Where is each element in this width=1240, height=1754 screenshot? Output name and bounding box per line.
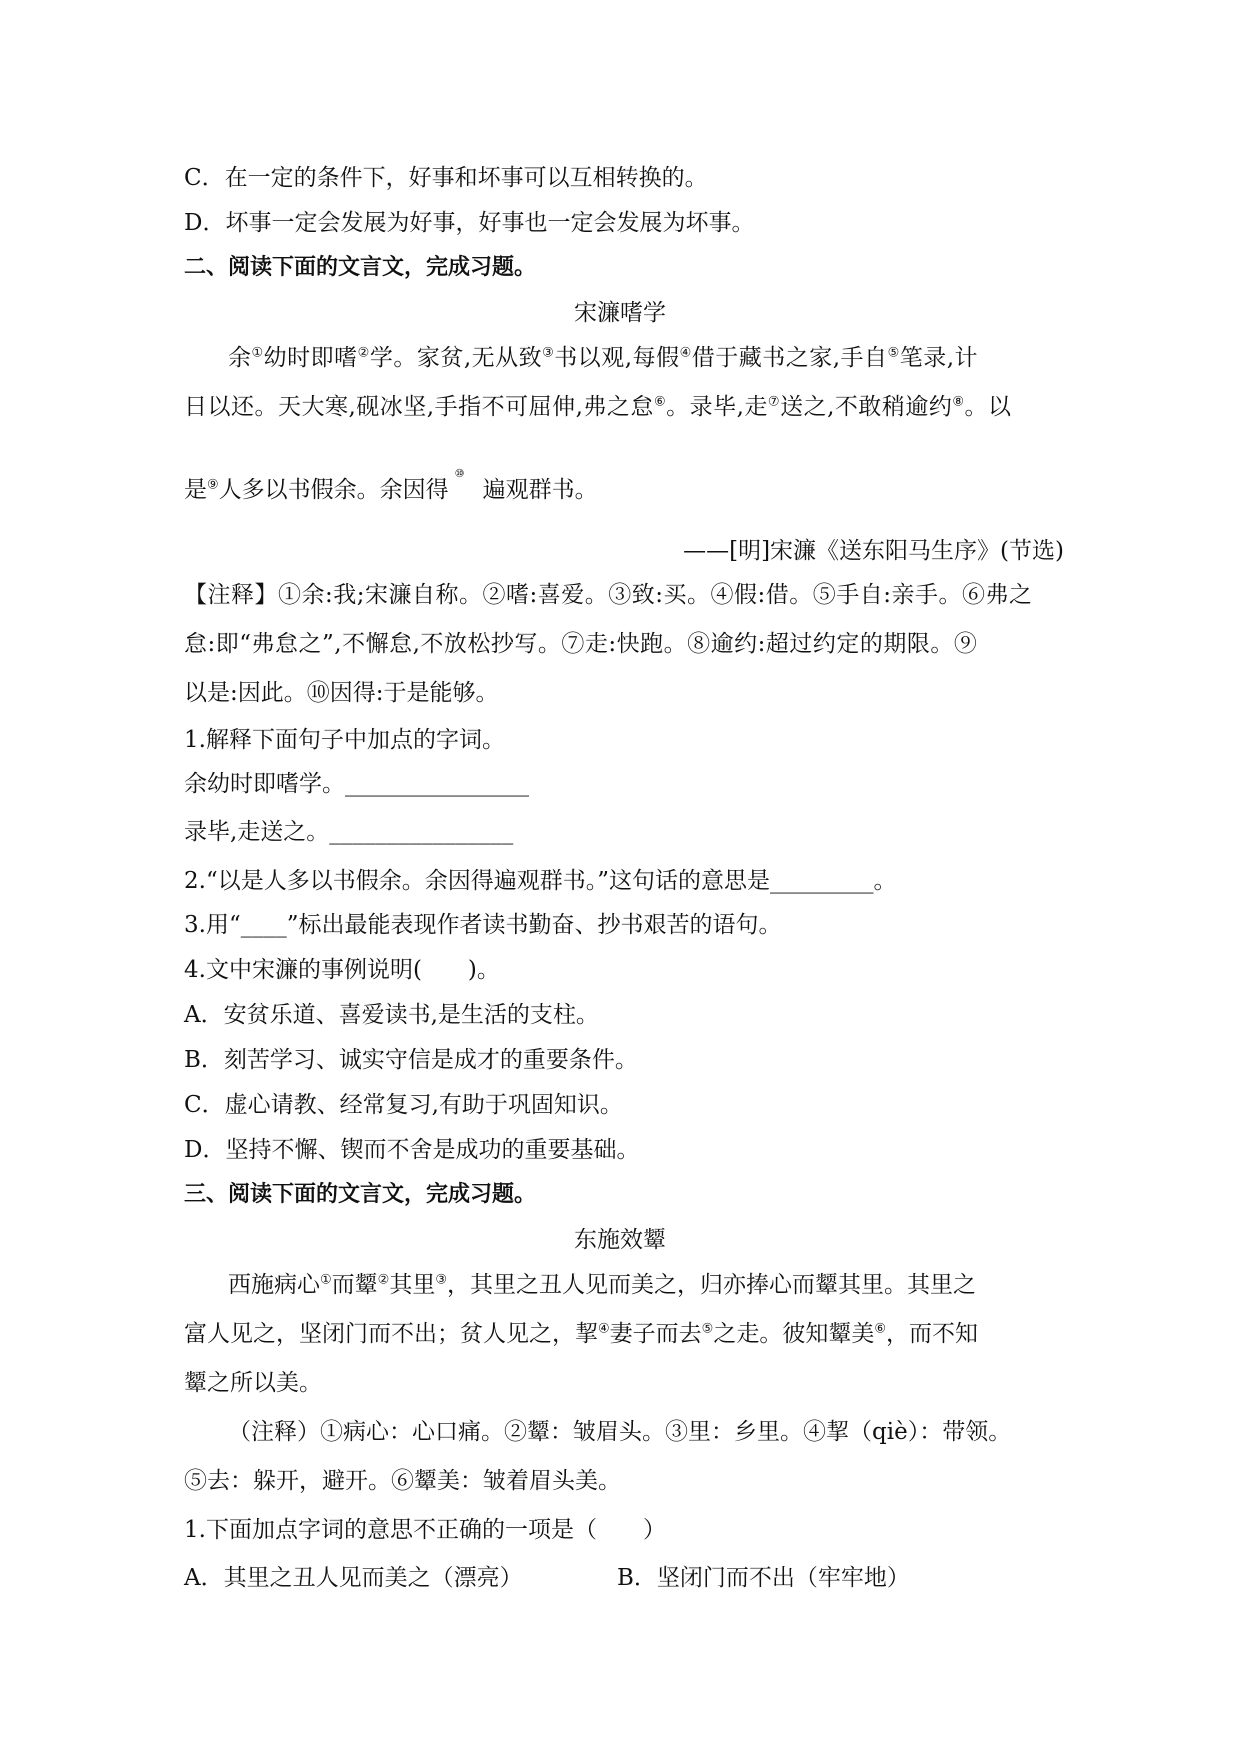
notes3-line-2: ⑤去：躲开，避开。⑥颦美：皱着眉头美。 xyxy=(184,1468,621,1494)
question-1: 1.解释下面句子中加点的字词。 xyxy=(184,727,505,753)
part3-question-1-option-b: B．坚闭门而不出（牢牢地） xyxy=(617,1565,910,1591)
notes-line-1: 【注释】①余:我;宋濂自称。②嗜:喜爱。③致:买。④假:借。⑤手自:亲手。⑥弗之 xyxy=(184,582,1033,608)
question-4: 4.文中宋濂的事例说明( )。 xyxy=(184,957,500,983)
passage-title-3: 东施效颦 xyxy=(574,1227,666,1253)
question-1-b: 录毕,走送之。________________ xyxy=(184,819,514,845)
option-d: D．坏事一定会发展为好事，好事也一定会发展为坏事。 xyxy=(184,210,755,236)
notes3-line-1: （注释）①病心：心口痛。②颦：皱眉头。③里：乡里。④挈（qiè）：带领。 xyxy=(228,1419,1012,1445)
passage-line-2: 日以还。天大寒,砚冰坚,手指不可屈伸,弗之怠⑥。录毕,走⑦送之,不敢稍逾约⑧。以 xyxy=(184,394,1012,420)
passage-title-2: 宋濂嗜学 xyxy=(574,300,666,326)
part3-question-1: 1.下面加点字词的意思不正确的一项是（ ） xyxy=(184,1517,666,1543)
passage3-line-1: 西施病心①而颦②其里③，其里之丑人见而美之，归亦捧心而颦其里。其里之 xyxy=(228,1272,976,1298)
question-4-option-a: A．安贫乐道、喜爱读书,是生活的支柱。 xyxy=(184,1002,599,1028)
question-2: 2.“以是人多以书假余。余因得遍观群书。”这句话的意思是_________。 xyxy=(184,868,897,894)
passage-line-1: 余①幼时即嗜②学。家贫,无从致③书以观,每假④借于藏书之家,手自⑤笔录,计 xyxy=(228,345,979,371)
question-4-option-d: D．坚持不懈、锲而不舍是成功的重要基础。 xyxy=(184,1137,640,1163)
question-4-option-c: C．虚心请教、经常复习,有助于巩固知识。 xyxy=(184,1092,623,1118)
question-3: 3.用“____”标出最能表现作者读书勤奋、抄书艰苦的语句。 xyxy=(184,912,782,938)
notes-line-3: 以是:因此。⑩因得:于是能够。 xyxy=(184,680,499,706)
section-heading-3: 三、阅读下面的文言文，完成习题。 xyxy=(184,1182,537,1207)
section-heading-2: 二、阅读下面的文言文，完成习题。 xyxy=(184,255,537,280)
passage3-line-2: 富人见之，坚闭门而不出；贫人见之，挈④妻子而去⑤之走。彼知颦美⑥，而不知 xyxy=(184,1321,978,1347)
question-4-option-b: B．刻苦学习、诚实守信是成才的重要条件。 xyxy=(184,1047,638,1073)
passage-source: ——[明]宋濂《送东阳马生序》(节选) xyxy=(683,538,1064,564)
notes-line-2: 怠:即“弗怠之”,不懈怠,不放松抄写。⑦走:快跑。⑧逾约:超过约定的期限。⑨ xyxy=(184,631,978,657)
passage-line-3: 是⑨人多以书假余。余因得 ⑩ 遍观群书。 xyxy=(184,467,598,503)
passage3-line-3: 颦之所以美。 xyxy=(184,1370,322,1396)
part3-question-1-option-a: A．其里之丑人见而美之（漂亮） xyxy=(184,1565,523,1591)
question-1-a: 余幼时即嗜学。________________ xyxy=(184,771,529,797)
option-c: C．在一定的条件下，好事和坏事可以互相转换的。 xyxy=(184,165,708,191)
footnote-marker-10: ⑩ xyxy=(454,467,465,480)
